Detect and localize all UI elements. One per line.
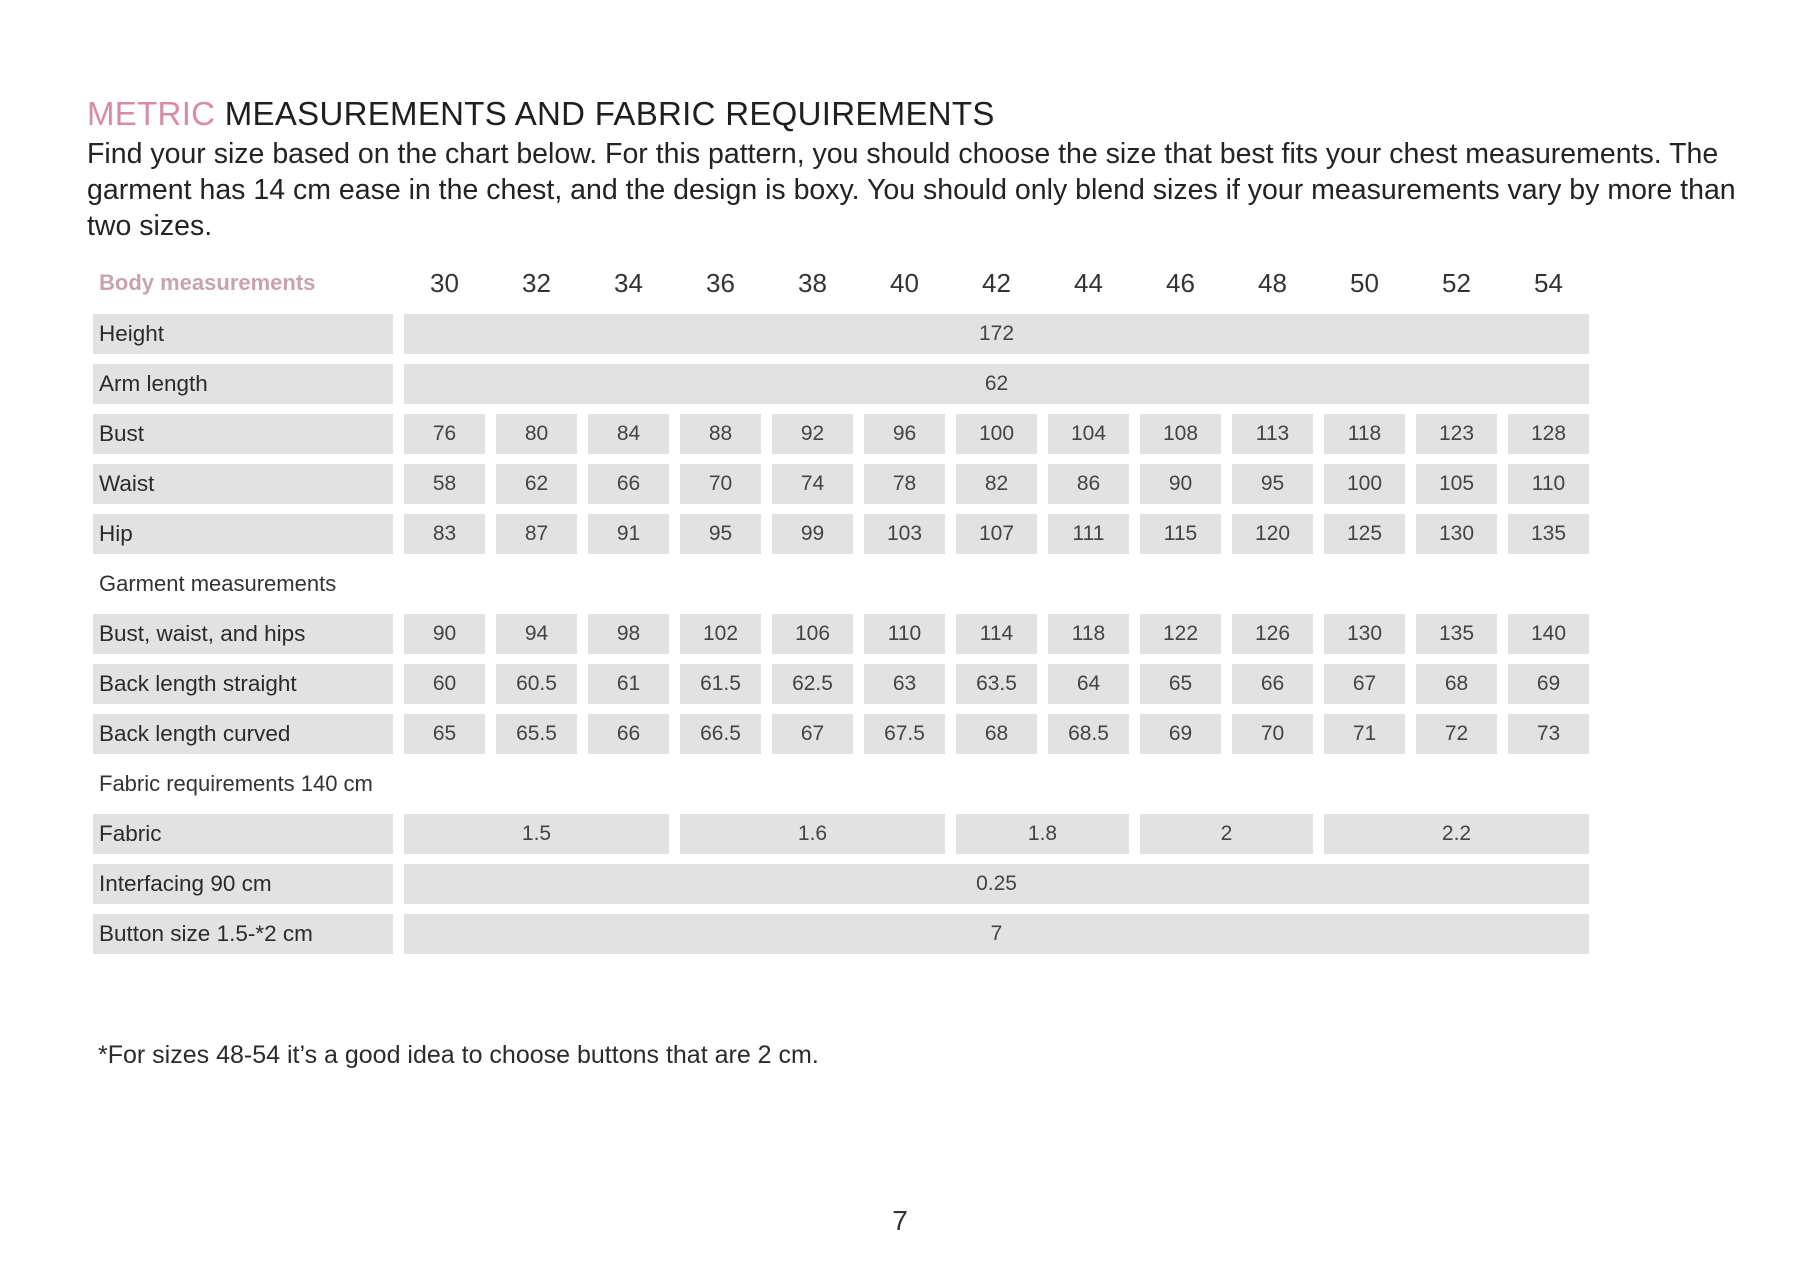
body-measurement-cell: 128	[1508, 414, 1589, 454]
garment-measurement-cell: 67	[1324, 664, 1405, 704]
body-measurement-cell: 100	[1324, 464, 1405, 504]
garment-measurement-cell: 69	[1140, 714, 1221, 754]
garment-measurement-cell: 114	[956, 614, 1037, 654]
intro-paragraph: Find your size based on the chart below. For this pattern, you should choose the size that best fits your chest measurements. The garment has 14 cm ease in the chest, and the design is boxy. You should only blend sizes if your measurements vary by more than two sizes.	[87, 138, 1736, 242]
garment-measurement-cell: 71	[1324, 714, 1405, 754]
body-measurement-cell: 108	[1140, 414, 1221, 454]
button-size-row	[93, 914, 1589, 954]
body-measurement-row	[93, 414, 1589, 454]
arm-length-label: Arm length	[93, 364, 393, 404]
body-measurement-cell: 87	[496, 514, 577, 554]
size-chart	[93, 262, 1715, 964]
garment-measurement-cell: 67.5	[864, 714, 945, 754]
page-number: 7	[892, 1205, 908, 1236]
body-measurement-cell: 66	[588, 464, 669, 504]
size-column-header: 40	[890, 267, 919, 298]
garment-measurement-row-label: Back length straight	[93, 664, 393, 704]
body-measurement-row-label: Bust	[93, 414, 393, 454]
interfacing-value: 0.25	[404, 864, 1589, 904]
fabric-row	[93, 814, 1589, 854]
body-measurement-cell: 105	[1416, 464, 1497, 504]
size-column-header: 36	[706, 267, 735, 298]
footnote: *For sizes 48-54 it’s a good idea to choose buttons that are 2 cm.	[98, 1041, 819, 1069]
fabric-label: Fabric	[93, 814, 393, 854]
body-measurement-row-label: Waist	[93, 464, 393, 504]
body-measurement-cell: 92	[772, 414, 853, 454]
body-measurement-cell: 118	[1324, 414, 1405, 454]
size-header-row	[93, 262, 1589, 304]
height-label: Height	[93, 314, 393, 354]
body-measurement-row	[93, 514, 1589, 554]
body-measurement-cell: 99	[772, 514, 853, 554]
garment-measurement-cell: 73	[1508, 714, 1589, 754]
body-measurement-cell: 95	[680, 514, 761, 554]
garment-measurement-cell: 63	[864, 664, 945, 704]
arm-length-row	[93, 364, 1589, 404]
body-measurement-cell: 80	[496, 414, 577, 454]
body-measurement-cell: 113	[1232, 414, 1313, 454]
body-measurement-cell: 82	[956, 464, 1037, 504]
garment-measurement-cell: 61	[588, 664, 669, 704]
size-column-header: 38	[798, 267, 827, 298]
garment-measurement-cell: 102	[680, 614, 761, 654]
garment-measurement-cell: 135	[1416, 614, 1497, 654]
fabric-amount-cell: 2	[1140, 814, 1313, 854]
fabric-amount-cell: 1.5	[404, 814, 669, 854]
garment-measurement-cell: 65.5	[496, 714, 577, 754]
interfacing-label: Interfacing 90 cm	[93, 864, 393, 904]
garment-measurement-cell: 122	[1140, 614, 1221, 654]
size-column-header: 44	[1074, 267, 1103, 298]
garment-measurement-cell: 62.5	[772, 664, 853, 704]
arm-length-value: 62	[404, 364, 1589, 404]
garment-measurement-cell: 106	[772, 614, 853, 654]
body-measurement-cell: 104	[1048, 414, 1129, 454]
body-measurement-cell: 84	[588, 414, 669, 454]
garment-measurement-cell: 67	[772, 714, 853, 754]
garment-measurement-cell: 68.5	[1048, 714, 1129, 754]
garment-measurements-header-row	[93, 564, 1589, 604]
body-measurement-cell: 74	[772, 464, 853, 504]
body-measurement-cell: 70	[680, 464, 761, 504]
body-measurement-cell: 111	[1048, 514, 1129, 554]
body-measurement-cell: 110	[1508, 464, 1589, 504]
garment-measurement-cell: 90	[404, 614, 485, 654]
garment-measurement-cell: 61.5	[680, 664, 761, 704]
body-measurement-cell: 95	[1232, 464, 1313, 504]
size-column-header: 46	[1166, 267, 1195, 298]
body-measurement-cell: 100	[956, 414, 1037, 454]
fabric-requirements-header-row	[93, 764, 1589, 804]
button-size-label: Button size 1.5-*2 cm	[93, 914, 393, 954]
body-measurements-header: Body measurements	[99, 270, 316, 295]
size-column-header: 54	[1534, 267, 1563, 298]
body-measurement-row-label: Hip	[93, 514, 393, 554]
garment-measurement-cell: 60.5	[496, 664, 577, 704]
body-measurement-cell: 58	[404, 464, 485, 504]
garment-measurement-cell: 60	[404, 664, 485, 704]
garment-measurement-row	[93, 714, 1589, 754]
garment-measurement-cell: 64	[1048, 664, 1129, 704]
garment-measurement-cell: 118	[1048, 614, 1129, 654]
garment-measurement-row	[93, 664, 1589, 704]
size-column-header: 32	[522, 267, 551, 298]
fabric-amount-cell: 1.6	[680, 814, 945, 854]
body-measurement-cell: 78	[864, 464, 945, 504]
garment-measurement-cell: 66	[1232, 664, 1313, 704]
page-title	[87, 95, 995, 133]
garment-measurement-cell: 72	[1416, 714, 1497, 754]
garment-measurement-cell: 98	[588, 614, 669, 654]
body-measurement-cell: 120	[1232, 514, 1313, 554]
garment-measurement-cell: 110	[864, 614, 945, 654]
body-measurement-cell: 96	[864, 414, 945, 454]
title-highlight: METRIC	[87, 95, 216, 132]
title-rest: MEASUREMENTS AND FABRIC REQUIREMENTS	[224, 95, 995, 132]
body-measurement-cell: 76	[404, 414, 485, 454]
body-measurement-cell: 103	[864, 514, 945, 554]
garment-measurement-row	[93, 614, 1589, 654]
garment-measurement-row-label: Bust, waist, and hips	[93, 614, 393, 654]
size-column-header: 30	[430, 267, 459, 298]
size-chart-table	[82, 252, 1600, 964]
body-measurement-cell: 91	[588, 514, 669, 554]
size-column-header: 42	[982, 267, 1011, 298]
button-size-value: 7	[404, 914, 1589, 954]
garment-measurement-cell: 94	[496, 614, 577, 654]
body-measurement-cell: 130	[1416, 514, 1497, 554]
body-measurement-cell: 90	[1140, 464, 1221, 504]
body-measurement-cell: 115	[1140, 514, 1221, 554]
body-measurement-cell: 83	[404, 514, 485, 554]
body-measurement-cell: 135	[1508, 514, 1589, 554]
body-measurement-cell: 107	[956, 514, 1037, 554]
size-column-header: 50	[1350, 267, 1379, 298]
garment-measurement-cell: 68	[956, 714, 1037, 754]
garment-measurement-cell: 126	[1232, 614, 1313, 654]
size-column-header: 34	[614, 267, 643, 298]
fabric-requirements-header: Fabric requirements 140 cm	[99, 771, 373, 796]
fabric-amount-cell: 1.8	[956, 814, 1129, 854]
height-value: 172	[404, 314, 1589, 354]
body-measurement-cell: 125	[1324, 514, 1405, 554]
height-row	[93, 314, 1589, 354]
garment-measurement-cell: 63.5	[956, 664, 1037, 704]
body-measurement-cell: 86	[1048, 464, 1129, 504]
body-measurement-cell: 123	[1416, 414, 1497, 454]
garment-measurement-cell: 130	[1324, 614, 1405, 654]
size-column-header: 48	[1258, 267, 1287, 298]
garment-measurement-cell: 66	[588, 714, 669, 754]
body-measurement-cell: 88	[680, 414, 761, 454]
garment-measurement-cell: 65	[1140, 664, 1221, 704]
fabric-amount-cell: 2.2	[1324, 814, 1589, 854]
garment-measurement-row-label: Back length curved	[93, 714, 393, 754]
garment-measurement-cell: 65	[404, 714, 485, 754]
body-measurement-cell: 62	[496, 464, 577, 504]
size-column-header: 52	[1442, 267, 1471, 298]
garment-measurements-header: Garment measurements	[99, 571, 337, 596]
garment-measurement-cell: 68	[1416, 664, 1497, 704]
garment-measurement-cell: 66.5	[680, 714, 761, 754]
interfacing-row	[93, 864, 1589, 904]
garment-measurement-cell: 140	[1508, 614, 1589, 654]
body-measurement-row	[93, 464, 1589, 504]
garment-measurement-cell: 70	[1232, 714, 1313, 754]
garment-measurement-cell: 69	[1508, 664, 1589, 704]
